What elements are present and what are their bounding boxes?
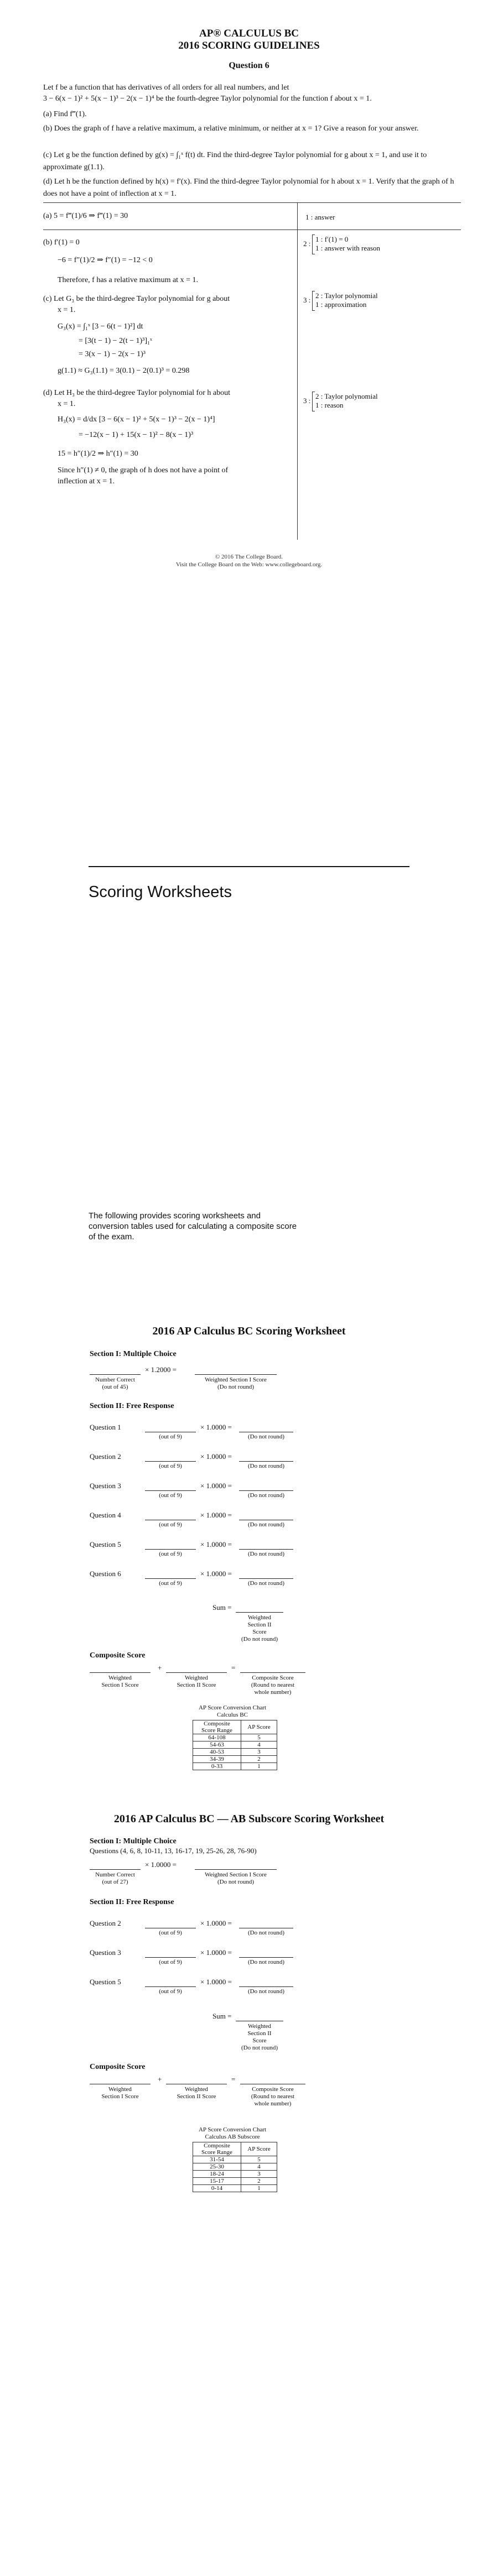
question-score-blank[interactable] bbox=[145, 1986, 196, 1987]
ab-sum-note-1: Weighted bbox=[248, 2023, 271, 2030]
ab-mc-label-right bbox=[190, 1871, 281, 1886]
bc-comp-r2: (Round to nearest bbox=[251, 1682, 295, 1688]
bc-comp-l1: Weighted bbox=[108, 1675, 132, 1681]
question-label: Question 3 bbox=[90, 1482, 121, 1490]
ab-conversion-table bbox=[193, 2142, 277, 2192]
points-a: 1 : answer bbox=[305, 213, 335, 221]
ab-mc-label-left-text: Number Correct bbox=[95, 1871, 135, 1878]
question-round-note: (Do not round) bbox=[248, 1988, 284, 1995]
solution-d-7: inflection at x = 1. bbox=[58, 477, 115, 486]
bc-mc-label-left-text: Number Correct bbox=[95, 1376, 135, 1383]
header-line-1: AP® CALCULUS BC bbox=[199, 28, 299, 39]
solution-d-5: 15 = h″(1)/2 ⇒ h″(1) = 30 bbox=[58, 450, 138, 458]
bc-sum-blank[interactable] bbox=[236, 1612, 283, 1613]
question-multiplier: × 1.0000 = bbox=[200, 1919, 232, 1927]
footer-website: Visit the College Board on the Web: www.collegeboard.org. bbox=[175, 561, 323, 568]
question-label: Question 1 bbox=[90, 1423, 121, 1431]
ab-mc-label-left-sub: (out of 27) bbox=[102, 1879, 128, 1885]
bc-composite-s1-label bbox=[90, 1675, 151, 1689]
table-header-row bbox=[193, 2142, 277, 2156]
points-b-total: 2 : bbox=[303, 239, 311, 248]
bc-conversion-table bbox=[193, 1720, 277, 1770]
ab-mc-label-right-sub: (Do not round) bbox=[217, 1879, 254, 1885]
bc-composite-plus: + bbox=[158, 1664, 162, 1672]
ab-comp-l2: Section I Score bbox=[101, 2093, 139, 2100]
column-header bbox=[193, 1720, 241, 1734]
ab-sum-note-2: Section II bbox=[247, 2030, 272, 2037]
score-range-cell: 25-30 bbox=[193, 2163, 241, 2171]
part-a-prompt: (a) Find f‴(1). bbox=[43, 110, 87, 118]
bc-mc-weighted-blank[interactable] bbox=[195, 1374, 277, 1375]
solution-c-4: = [3(t − 1) − 2(t − 1)³]₁ˣ bbox=[79, 337, 152, 345]
ap-score-cell: 1 bbox=[241, 2185, 277, 2192]
footer-copyright: © 2016 The College Board. bbox=[215, 554, 283, 560]
ap-score-cell: 4 bbox=[241, 2163, 277, 2171]
worksheets-intro: The following provides scoring worksheets and conversion tables used for calculating a composite score of the exam. bbox=[89, 1211, 297, 1242]
bc-col1-b: Score Range bbox=[201, 1727, 232, 1734]
ab-chart-title bbox=[183, 2126, 282, 2141]
question-out-of: (out of 9) bbox=[159, 1580, 182, 1587]
ab-col1-b: Score Range bbox=[201, 2149, 232, 2156]
ap-score-cell: 2 bbox=[241, 1756, 277, 1763]
bc-mc-number-correct-blank[interactable] bbox=[90, 1374, 141, 1375]
question-score-blank[interactable] bbox=[145, 1490, 196, 1491]
part-d-prompt: (d) Let h be the function defined by h(x) = f′(x). Find the third-degree Taylor polynomial for h about x = 1. Verify that the graph of h does not have a point of inflection at x = 1. bbox=[43, 178, 454, 198]
bc-composite-equals: = bbox=[231, 1664, 236, 1672]
table-row bbox=[193, 1734, 277, 1741]
points-d-2: 1 : reason bbox=[315, 401, 344, 409]
bc-mc-label-right-sub: (Do not round) bbox=[217, 1384, 254, 1390]
ab-sum-label: Sum = bbox=[212, 2012, 232, 2020]
question-label: Question 6 bbox=[90, 1569, 121, 1578]
question-label: Question 5 bbox=[90, 1540, 121, 1548]
question-out-of: (out of 9) bbox=[159, 1959, 182, 1965]
solution-d-6: Since h″(1) ≠ 0, the graph of h does not have a point of bbox=[58, 466, 229, 474]
ab-worksheet-title: 2016 AP Calculus BC — AB Subscore Scoring Worksheet bbox=[113, 1813, 385, 1825]
bc-mc-label-right-text: Weighted Section I Score bbox=[205, 1376, 267, 1383]
solution-b-2: −6 = f″(1)/2 ⇒ f″(1) = −12 < 0 bbox=[58, 256, 153, 264]
score-range-cell: 31-54 bbox=[193, 2156, 241, 2163]
question-weighted-blank[interactable] bbox=[239, 1986, 293, 1987]
ab-section1-questions: Questions (4, 6, 8, 10-11, 13, 16-17, 19, 25-26, 28, 76-90) bbox=[90, 1847, 257, 1855]
question-round-note: (Do not round) bbox=[248, 1463, 284, 1469]
question-title: Question 6 bbox=[229, 61, 269, 70]
ab-section2-title: Section II: Free Response bbox=[90, 1898, 174, 1906]
ab-composite-s2-label bbox=[166, 2086, 227, 2100]
table-row bbox=[193, 1763, 277, 1770]
question-weighted-blank[interactable] bbox=[239, 1549, 293, 1550]
solution-d-1: (d) Let H₃ be the third-degree Taylor polynomial for h about bbox=[43, 389, 230, 397]
ab-composite-title: Composite Score bbox=[90, 2063, 146, 2071]
bc-sum-note-2: Section II bbox=[247, 1621, 272, 1628]
table-row bbox=[193, 2171, 277, 2178]
question-out-of: (out of 9) bbox=[159, 1463, 182, 1469]
ab-composite-equals: = bbox=[231, 2075, 236, 2083]
points-c-2: 1 : approximation bbox=[315, 300, 367, 309]
prompt-divider bbox=[43, 202, 461, 203]
solution-d-2: x = 1. bbox=[58, 400, 76, 408]
points-c-1: 2 : Taylor polynomial bbox=[315, 291, 378, 300]
score-range-cell: 54-63 bbox=[193, 1741, 241, 1749]
bc-sum-notes bbox=[236, 1614, 283, 1643]
score-range-cell: 40-53 bbox=[193, 1749, 241, 1756]
points-d-brace bbox=[312, 392, 315, 411]
intro-line-2: 3 − 6(x − 1)² + 5(x − 1)³ − 2(x − 1)⁴ be the fourth-degree Taylor polynomial for the function f about x = 1. bbox=[43, 95, 372, 103]
bc-chart-title bbox=[183, 1704, 282, 1719]
points-c-total: 3 : bbox=[303, 296, 311, 304]
table-row bbox=[193, 1741, 277, 1749]
bc-worksheet-title: 2016 AP Calculus BC Scoring Worksheet bbox=[152, 1325, 346, 1337]
points-b-brace bbox=[312, 234, 315, 254]
solution-d-4: = −12(x − 1) + 15(x − 1)² − 8(x − 1)³ bbox=[79, 431, 194, 439]
bc-mc-label-left-sub: (out of 45) bbox=[102, 1384, 128, 1390]
question-weighted-blank[interactable] bbox=[239, 1490, 293, 1491]
question-round-note: (Do not round) bbox=[248, 1959, 284, 1965]
worksheets-heading: Scoring Worksheets bbox=[89, 883, 232, 901]
question-score-blank[interactable] bbox=[145, 1957, 196, 1958]
points-b-1: 1 : f′(1) = 0 bbox=[315, 235, 349, 243]
ab-composite-s1-label bbox=[90, 2086, 151, 2100]
ab-composite-plus: + bbox=[158, 2075, 162, 2083]
question-out-of: (out of 9) bbox=[159, 1492, 182, 1499]
part-c-prompt: (c) Let g be the function defined by g(x) = ∫₁ˣ f(t) dt. Find the third-degree Taylor polynomial for g about x = 1, and use it to approximate g(1.1). bbox=[43, 151, 427, 171]
ab-col1-a: Composite bbox=[204, 2142, 230, 2149]
question-round-note: (Do not round) bbox=[248, 1930, 284, 1936]
ab-sum-note-4: (Do not round) bbox=[241, 2045, 278, 2051]
question-out-of: (out of 9) bbox=[159, 1433, 182, 1440]
question-score-blank[interactable] bbox=[145, 1578, 196, 1579]
points-column-divider bbox=[297, 202, 298, 540]
question-weighted-blank[interactable] bbox=[239, 1578, 293, 1579]
points-d-total: 3 : bbox=[303, 397, 311, 405]
ab-mc-label-left bbox=[84, 1871, 146, 1886]
score-range-cell: 0-14 bbox=[193, 2185, 241, 2192]
ab-section1-title: Section I: Multiple Choice bbox=[90, 1837, 177, 1845]
question-multiplier: × 1.0000 = bbox=[200, 1423, 232, 1431]
question-multiplier: × 1.0000 = bbox=[200, 1540, 232, 1548]
table-row bbox=[193, 1749, 277, 1756]
ab-mc-number-correct-blank[interactable] bbox=[90, 1869, 141, 1870]
question-weighted-blank[interactable] bbox=[239, 1461, 293, 1462]
ab-comp-m2: Section II Score bbox=[177, 2093, 216, 2100]
points-b-2: 1 : answer with reason bbox=[315, 244, 380, 252]
question-multiplier: × 1.0000 = bbox=[200, 1948, 232, 1957]
bc-comp-m1: Weighted bbox=[185, 1675, 208, 1681]
solution-c-5: = 3(x − 1) − 2(x − 1)³ bbox=[79, 350, 146, 358]
question-multiplier: × 1.0000 = bbox=[200, 1978, 232, 1986]
bc-col1-a: Composite bbox=[204, 1720, 230, 1727]
ap-score-cell: 3 bbox=[241, 1749, 277, 1756]
column-header bbox=[193, 2142, 241, 2156]
question-round-note: (Do not round) bbox=[248, 1521, 284, 1528]
points-c-brace bbox=[312, 291, 315, 311]
table-row bbox=[193, 2185, 277, 2192]
solution-a: (a) 5 = f‴(1)/6 ⇒ f‴(1) = 30 bbox=[43, 212, 128, 220]
score-range-cell: 0-33 bbox=[193, 1763, 241, 1770]
question-out-of: (out of 9) bbox=[159, 1988, 182, 1995]
ab-comp-l1: Weighted bbox=[108, 2086, 132, 2093]
solution-b-3: Therefore, f has a relative maximum at x = 1. bbox=[58, 276, 198, 284]
bc-composite-total-blank[interactable] bbox=[240, 1672, 305, 1673]
ab-mc-multiplier: × 1.0000 = bbox=[145, 1860, 177, 1869]
question-label: Question 5 bbox=[90, 1978, 121, 1986]
score-range-cell: 34-39 bbox=[193, 1756, 241, 1763]
question-multiplier: × 1.0000 = bbox=[200, 1482, 232, 1490]
solution-d-3: H₃(x) = d/dx [3 − 6(x − 1)² + 5(x − 1)³ − 2(x − 1)⁴] bbox=[58, 415, 215, 424]
question-out-of: (out of 9) bbox=[159, 1930, 182, 1936]
bc-sum-note-3: Score bbox=[252, 1629, 267, 1635]
ap-score-cell: 1 bbox=[241, 1763, 277, 1770]
header-line-2: 2016 SCORING GUIDELINES bbox=[178, 40, 320, 51]
solution-c-1: (c) Let G₃ be the third-degree Taylor polynomial for g about bbox=[43, 295, 230, 303]
bc-composite-s2-blank[interactable] bbox=[166, 1672, 227, 1673]
table-row bbox=[193, 2156, 277, 2163]
question-label: Question 4 bbox=[90, 1511, 121, 1519]
question-round-note: (Do not round) bbox=[248, 1580, 284, 1587]
bc-mc-label-left bbox=[84, 1376, 146, 1391]
points-d-1: 2 : Taylor polynomial bbox=[315, 392, 378, 400]
question-label: Question 2 bbox=[90, 1452, 121, 1461]
table-row bbox=[193, 1756, 277, 1763]
bc-composite-title: Composite Score bbox=[90, 1651, 146, 1660]
column-header: AP Score bbox=[241, 1720, 277, 1734]
ab-comp-r3: whole number) bbox=[254, 2100, 292, 2107]
table-row bbox=[193, 2163, 277, 2171]
question-score-blank[interactable] bbox=[145, 1461, 196, 1462]
worksheets-rule bbox=[89, 866, 409, 867]
score-range-cell: 15-17 bbox=[193, 2178, 241, 2185]
question-round-note: (Do not round) bbox=[248, 1433, 284, 1440]
guidelines-header bbox=[0, 28, 498, 52]
ap-score-cell: 5 bbox=[241, 1734, 277, 1741]
bc-composite-s1-blank[interactable] bbox=[90, 1672, 151, 1673]
bc-section1-title: Section I: Multiple Choice bbox=[90, 1350, 177, 1358]
ab-mc-label-right-text: Weighted Section I Score bbox=[205, 1871, 267, 1878]
part-b-prompt: (b) Does the graph of f have a relative maximum, a relative minimum, or neither at x = 1? Give a reason for your answer. bbox=[43, 124, 419, 133]
solution-c-2: x = 1. bbox=[58, 306, 76, 314]
ap-score-cell: 3 bbox=[241, 2171, 277, 2178]
bc-sum-note-1: Weighted bbox=[248, 1614, 271, 1621]
score-range-cell: 18-24 bbox=[193, 2171, 241, 2178]
bc-chart-title-2: Calculus BC bbox=[217, 1712, 248, 1718]
bc-comp-r1: Composite Score bbox=[252, 1675, 294, 1681]
solution-b-1: (b) f′(1) = 0 bbox=[43, 238, 80, 247]
question-multiplier: × 1.0000 = bbox=[200, 1511, 232, 1519]
question-weighted-blank[interactable] bbox=[239, 1957, 293, 1958]
ap-score-cell: 4 bbox=[241, 1741, 277, 1749]
question-multiplier: × 1.0000 = bbox=[200, 1569, 232, 1578]
bc-sum-note-4: (Do not round) bbox=[241, 1636, 278, 1642]
ab-composite-total-label bbox=[240, 2086, 305, 2108]
column-header: AP Score bbox=[241, 2142, 277, 2156]
table-header-row bbox=[193, 1720, 277, 1734]
bc-composite-s2-label bbox=[166, 1675, 227, 1689]
bc-section2-title: Section II: Free Response bbox=[90, 1402, 174, 1410]
ab-sum-notes bbox=[236, 2023, 283, 2052]
question-out-of: (out of 9) bbox=[159, 1521, 182, 1528]
ab-chart-title-1: AP Score Conversion Chart bbox=[198, 2126, 267, 2133]
ab-chart-title-2: Calculus AB Subscore bbox=[205, 2134, 260, 2140]
ab-comp-r2: (Round to nearest bbox=[251, 2093, 295, 2100]
bc-composite-total-label bbox=[240, 1675, 305, 1696]
ab-comp-m1: Weighted bbox=[185, 2086, 208, 2093]
ab-comp-r1: Composite Score bbox=[252, 2086, 294, 2093]
question-round-note: (Do not round) bbox=[248, 1551, 284, 1557]
ab-mc-weighted-blank[interactable] bbox=[195, 1869, 277, 1870]
ap-score-cell: 5 bbox=[241, 2156, 277, 2163]
solution-c-6: g(1.1) ≈ G₃(1.1) = 3(0.1) − 2(0.1)³ = 0.298 bbox=[58, 367, 190, 375]
ap-score-cell: 2 bbox=[241, 2178, 277, 2185]
question-score-blank[interactable] bbox=[145, 1549, 196, 1550]
solution-c-3: G₃(x) = ∫₁ˣ [3 − 6(t − 1)²] dt bbox=[58, 322, 143, 331]
ab-sum-note-3: Score bbox=[252, 2037, 267, 2044]
question-label: Question 3 bbox=[90, 1948, 121, 1957]
bc-comp-r3: whole number) bbox=[254, 1689, 292, 1696]
score-range-cell: 64-108 bbox=[193, 1734, 241, 1741]
question-round-note: (Do not round) bbox=[248, 1492, 284, 1499]
page-footer bbox=[0, 553, 498, 569]
question-out-of: (out of 9) bbox=[159, 1551, 182, 1557]
bc-sum-label: Sum = bbox=[212, 1603, 232, 1612]
bc-mc-multiplier: × 1.2000 = bbox=[145, 1365, 177, 1374]
bc-chart-title-1: AP Score Conversion Chart bbox=[198, 1704, 267, 1711]
bc-comp-m2: Section II Score bbox=[177, 1682, 216, 1688]
question-multiplier: × 1.0000 = bbox=[200, 1452, 232, 1461]
table-row bbox=[193, 2178, 277, 2185]
intro-line-1: Let f be a function that has derivatives of all orders for all real numbers, and let bbox=[43, 84, 289, 92]
question-label: Question 2 bbox=[90, 1919, 121, 1927]
bc-comp-l2: Section I Score bbox=[101, 1682, 139, 1688]
bc-mc-label-right bbox=[190, 1376, 281, 1391]
